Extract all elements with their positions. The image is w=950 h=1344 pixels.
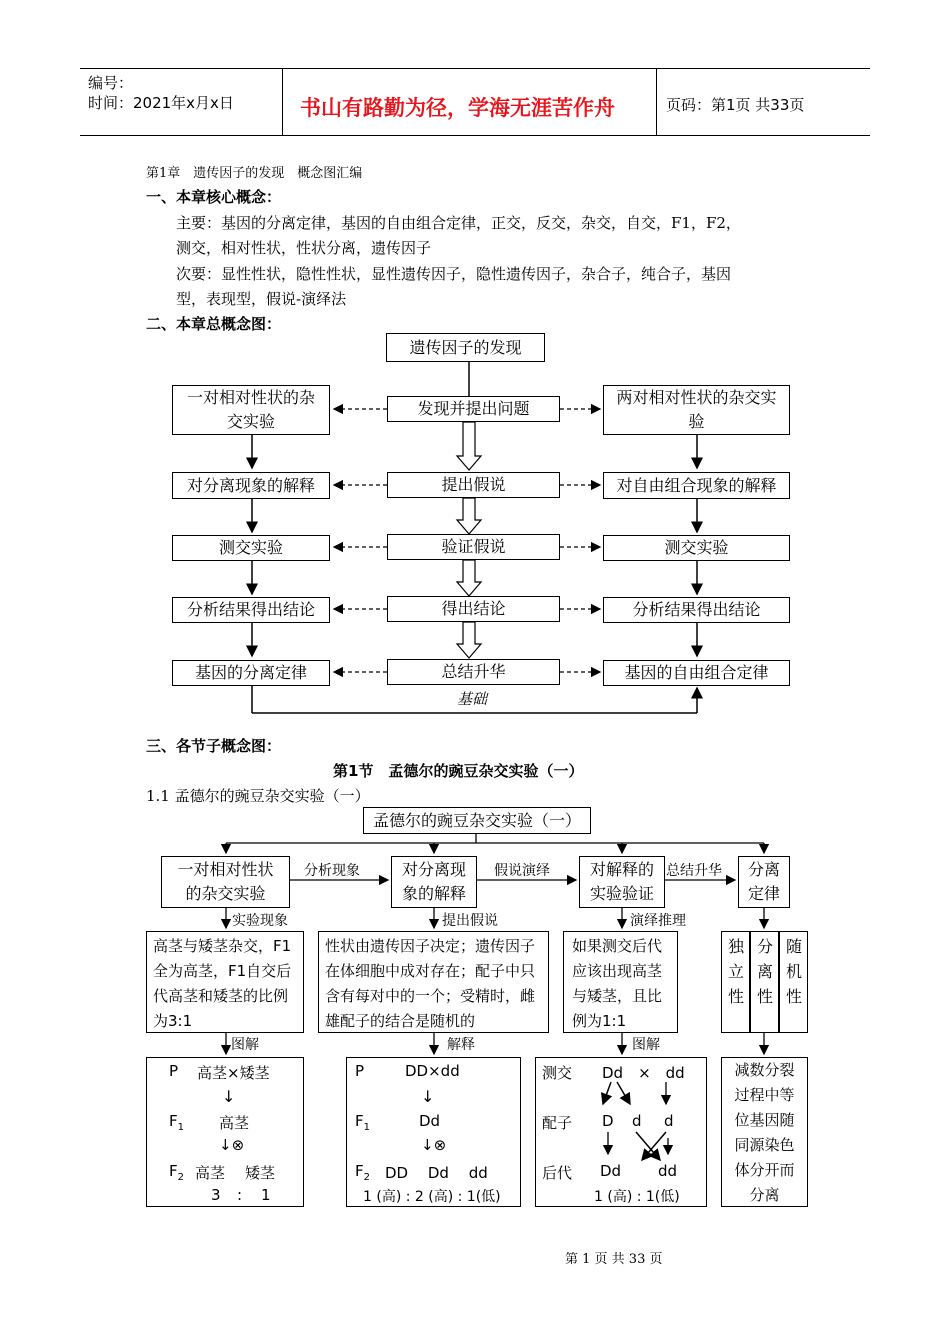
down-label-propose: 提出假说 xyxy=(442,913,498,929)
f1-value: Dd xyxy=(419,1112,441,1130)
f2-label: $F_2$ xyxy=(355,1162,371,1183)
submap-row1-box-4: 分离定律 xyxy=(738,856,790,908)
f1-label: $F_1$ xyxy=(355,1112,371,1133)
submap-row2-box-4 xyxy=(721,931,808,1033)
overview-center-1: 发现并提出问题 xyxy=(387,396,560,422)
gamete-d-upper: D xyxy=(602,1112,614,1130)
testcross-ratio: 1 (高) : 1(低) xyxy=(594,1189,680,1205)
main-concepts-line-1: 主要：基因的分离定律，基因的自由组合定律，正交，反交，杂交，自交，F1，F2， xyxy=(176,214,741,232)
overview-center-5: 总结升华 xyxy=(387,659,560,685)
down-label-deduce: 演绎推理 xyxy=(630,913,686,929)
overview-left-4: 分析结果得出结论 xyxy=(172,597,330,623)
ratio-3: 3 xyxy=(211,1186,221,1204)
p-label: P xyxy=(355,1062,365,1080)
section-3-title: 三、各节子概念图： xyxy=(146,737,282,755)
f1-label: $F_1$ xyxy=(169,1112,185,1133)
overview-right-2: 对自由组合现象的解释 xyxy=(603,472,790,499)
submap-row2-box-1: 高茎与矮茎杂交，F1全为高茎，F1自交后代高茎和矮茎的比例为3:1 xyxy=(146,931,304,1033)
testcross-diagram-box xyxy=(535,1057,707,1207)
f2-label: $F_2$ xyxy=(169,1162,185,1183)
p-cross: 高茎×矮茎 xyxy=(197,1064,270,1082)
overview-right-4: 分析结果得出结论 xyxy=(603,597,790,623)
page-footer: 第 1 页 共 33 页 xyxy=(565,1252,663,1267)
subsection-1-1-title: 1.1 孟德尔的豌豆杂交实验（一） xyxy=(146,787,370,805)
f2-genotypes: DD Dd dd xyxy=(385,1164,488,1182)
selfing-symbol: ↓⊗ xyxy=(219,1136,245,1154)
overview-left-2: 对分离现象的解释 xyxy=(172,472,330,499)
page-info: 页码：第1页 共33页 xyxy=(666,96,805,114)
down-label-diagram-1: 图解 xyxy=(231,1037,259,1053)
chapter-title: 第1章 遗传因子的发现 概念图汇编 xyxy=(146,166,363,181)
overview-base-label: 基础 xyxy=(457,690,488,708)
overview-left-5: 基因的分离定律 xyxy=(172,660,330,686)
svg-text:↓: ↓ xyxy=(421,1087,435,1106)
submap-row1-box-3: 对解释的实验验证 xyxy=(579,856,665,908)
independence-text: 独立性 xyxy=(727,937,744,1006)
offspring-label: 后代 xyxy=(542,1164,573,1182)
meiosis-box: 减数分裂过程中等位基因随同源染色体分开而分离 xyxy=(721,1057,808,1207)
link-label-hypothesis: 假说演绎 xyxy=(494,863,550,879)
overview-right-5: 基因的自由组合定律 xyxy=(603,660,790,686)
segregation-text: 分离性 xyxy=(756,937,773,1006)
submap-top-box: 孟德尔的豌豆杂交实验（一） xyxy=(363,807,591,834)
sub-concepts-line-1: 次要：显性性状，隐性性状，显性遗传因子，隐性遗传因子，杂合子，纯合子，基因 xyxy=(176,265,732,283)
section-1-heading: 第1节 孟德尔的豌豆杂交实验（一） xyxy=(333,762,584,780)
overview-center-4: 得出结论 xyxy=(387,596,560,622)
gamete-d-lower-1: d xyxy=(632,1112,642,1130)
down-label-diagram-2: 图解 xyxy=(632,1037,660,1053)
p-label: P xyxy=(169,1062,179,1080)
section-2-title: 二、本章总概念图： xyxy=(146,315,282,333)
testcross-cross: Dd × dd xyxy=(602,1064,685,1082)
main-concepts-line-2: 测交，相对性状，性状分离，遗传因子 xyxy=(176,239,432,257)
overview-right-1: 两对相对性状的杂交实验 xyxy=(603,385,790,435)
cross-diagram-box-2 xyxy=(346,1057,521,1207)
down-label-phenomenon: 实验现象 xyxy=(232,913,288,929)
overview-top-box: 遗传因子的发现 xyxy=(386,333,545,362)
link-label-summary: 总结升华 xyxy=(666,863,722,879)
selfing-symbol: ↓⊗ xyxy=(421,1136,447,1154)
header-motto: 书山有路勤为径，学海无涯苦作舟 xyxy=(300,96,615,120)
offspring-dd-hom: dd xyxy=(658,1162,678,1180)
p-cross: DD×dd xyxy=(405,1062,460,1080)
testcross-label: 测交 xyxy=(542,1064,573,1082)
number-label: 编号： xyxy=(88,74,134,92)
down-label-explain: 解释 xyxy=(447,1037,475,1053)
overview-right-3: 测交实验 xyxy=(603,535,790,561)
f2-ratio: 1 (高) : 2 (高) : 1(低) xyxy=(363,1189,501,1205)
overview-left-3: 测交实验 xyxy=(172,535,330,561)
offspring-dd-het: Dd xyxy=(600,1162,622,1180)
overview-center-3: 验证假说 xyxy=(387,534,560,560)
link-label-analyze: 分析现象 xyxy=(304,863,360,879)
gamete-label: 配子 xyxy=(542,1114,573,1132)
randomness-text: 随机性 xyxy=(785,937,802,1006)
gamete-d-lower-2: d xyxy=(664,1112,674,1130)
f1-value: 高茎 xyxy=(219,1114,250,1132)
overview-left-1: 一对相对性状的杂交实验 xyxy=(172,385,330,435)
time-label: 时间：2021年x月x日 xyxy=(88,94,234,112)
submap-row1-box-2: 对分离现象的解释 xyxy=(391,856,477,908)
svg-text:↓: ↓ xyxy=(222,1087,236,1106)
ratio-1: 1 xyxy=(261,1186,271,1204)
f2-short: 矮茎 xyxy=(245,1164,276,1182)
ratio-colon: : xyxy=(237,1186,243,1204)
f2-tall: 高茎 xyxy=(195,1164,226,1182)
sub-concepts-line-2: 型，表现型，假说-演绎法 xyxy=(176,290,347,308)
submap-row2-box-3: 如果测交后代应该出现高茎与矮茎，且比例为1:1 xyxy=(563,931,678,1033)
cross-diagram-box-1 xyxy=(146,1057,304,1207)
submap-row1-box-1: 一对相对性状的杂交实验 xyxy=(161,856,290,908)
submap-row2-box-2: 性状由遗传因子决定；遗传因子在体细胞中成对存在；配子中只含有每对中的一个；受精时，雌雄配子的结合是随机的 xyxy=(318,931,549,1033)
section-1-title: 一、本章核心概念： xyxy=(146,188,282,206)
overview-center-2: 提出假说 xyxy=(387,472,560,498)
